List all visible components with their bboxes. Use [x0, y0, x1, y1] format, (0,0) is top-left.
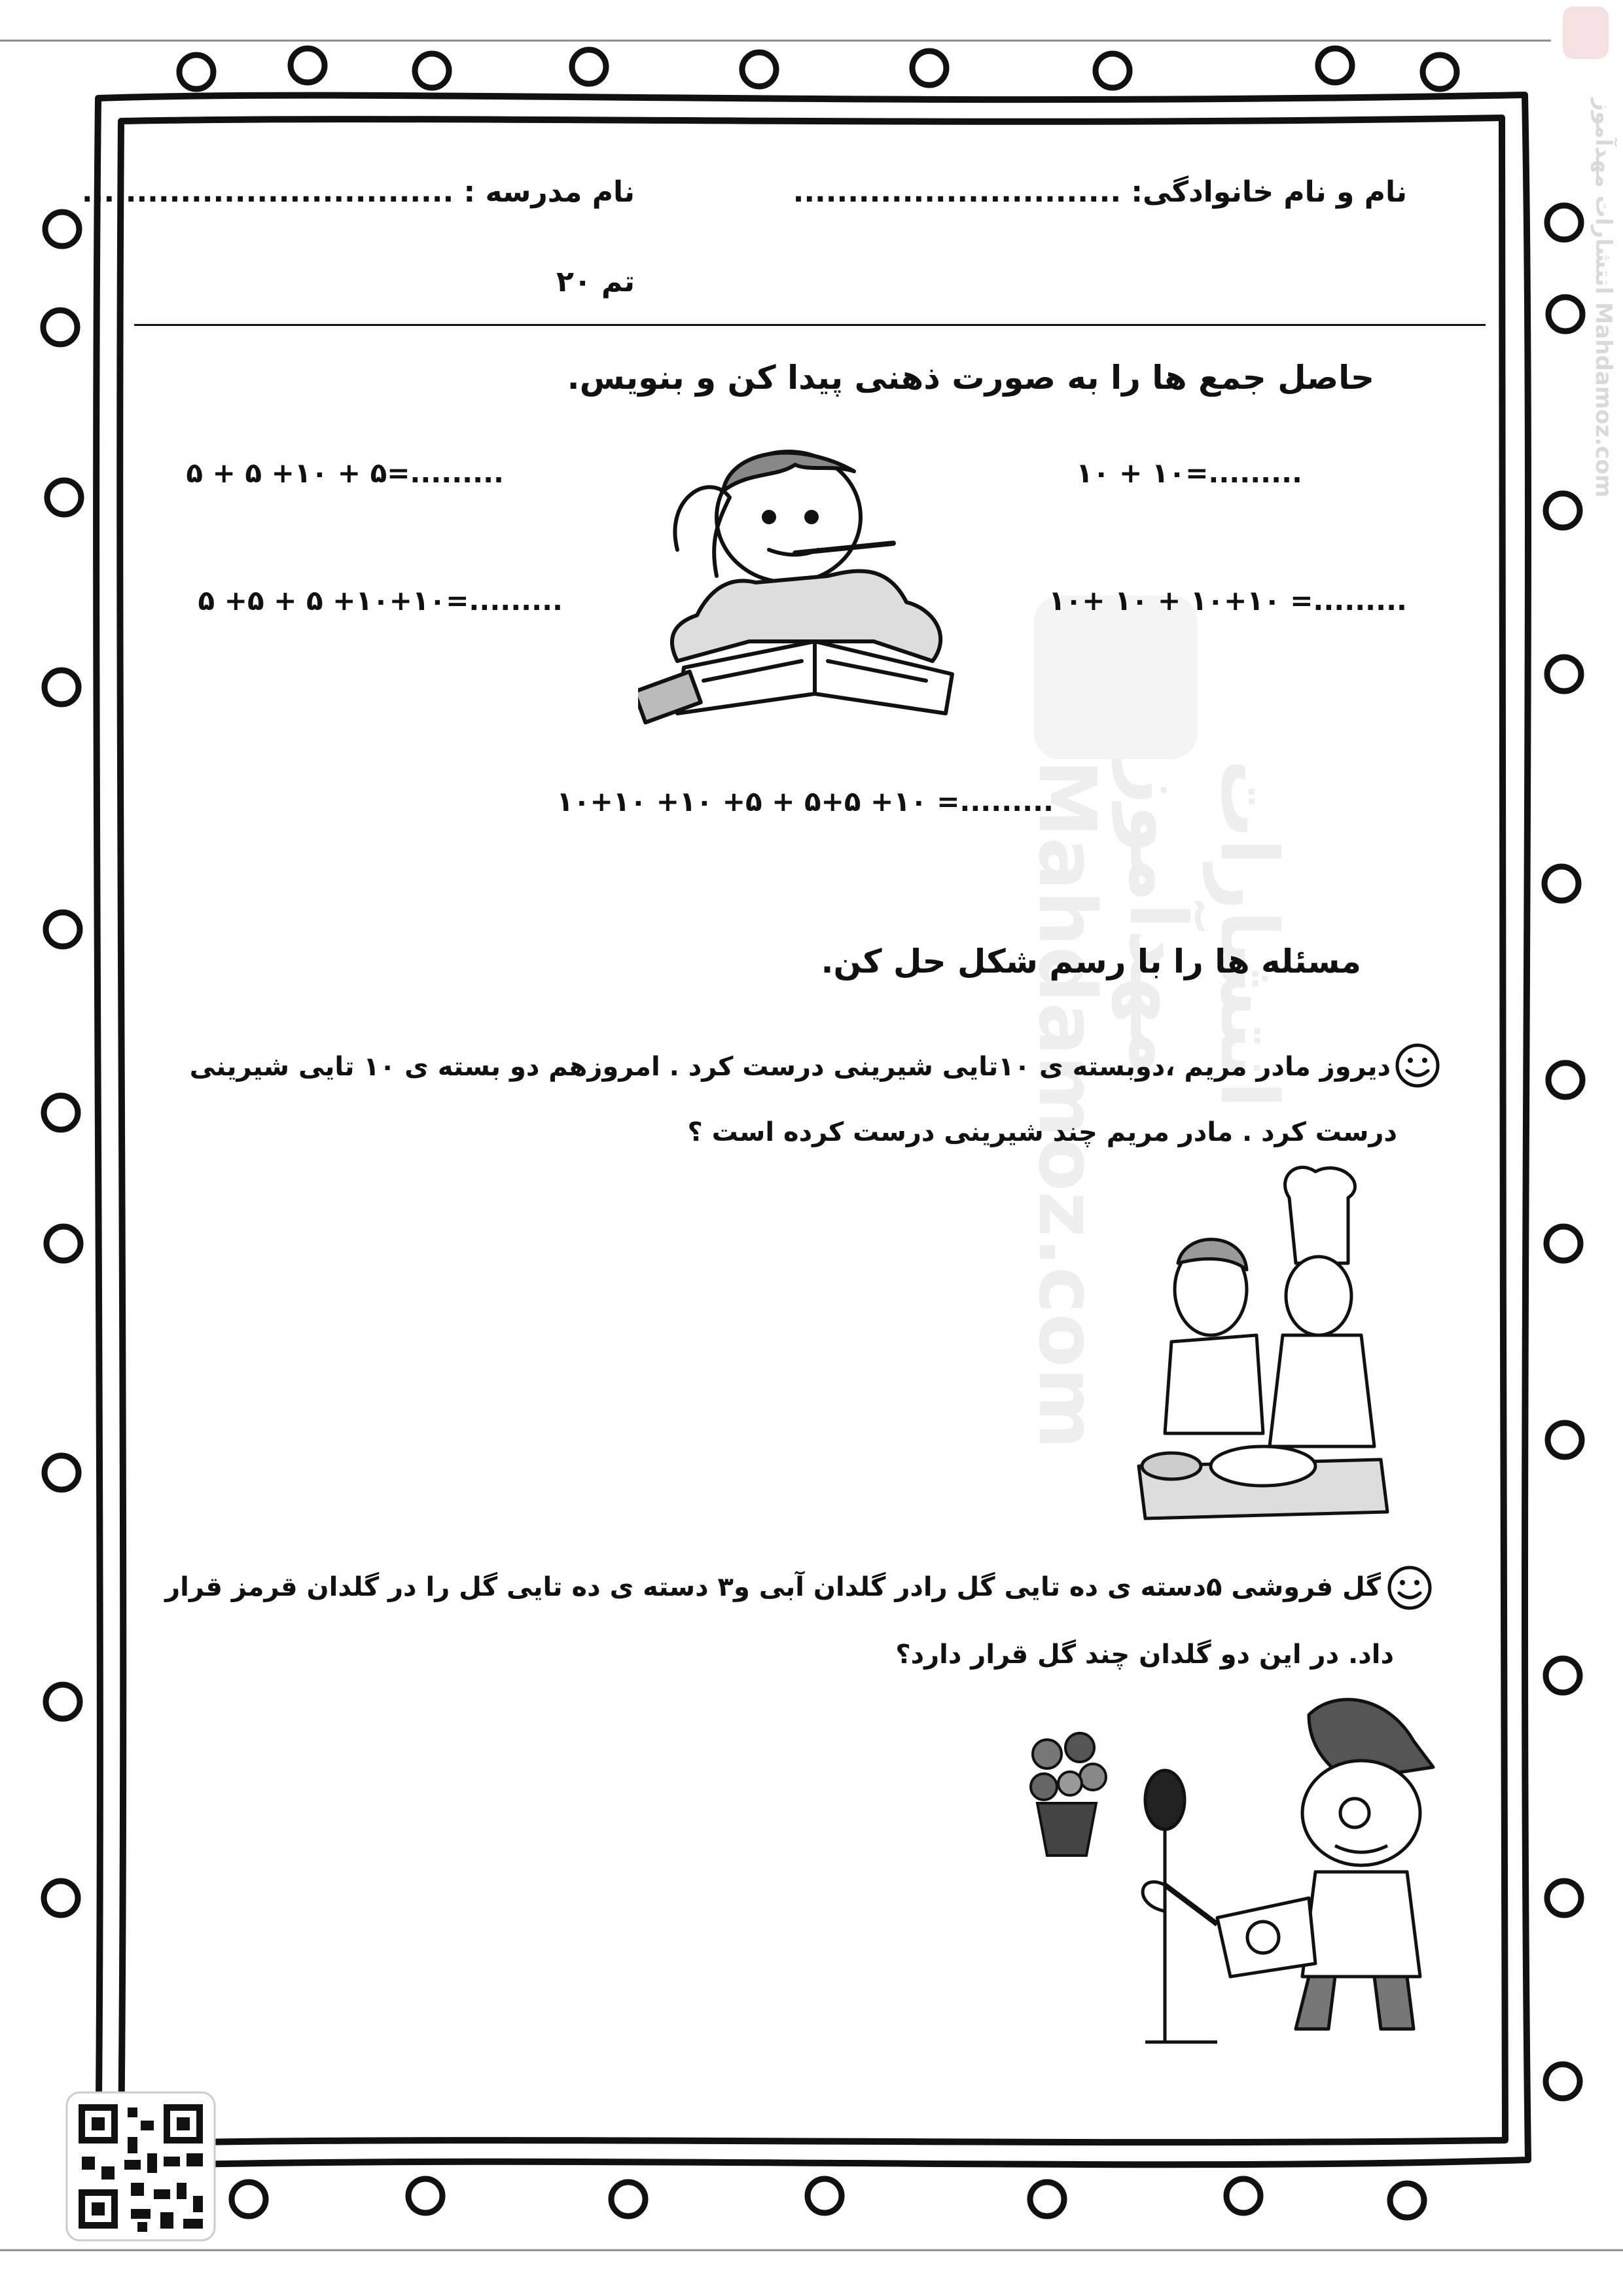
- problem2-line2: داد. در این دو گلدان چند گل قرار دارد؟: [895, 1640, 1394, 1670]
- equation-4: ۵ +۵ + ۵ +۱۰+۱۰=.........: [198, 584, 563, 617]
- equation-2: ۵ + ۵ +۱۰ + ۵=.........: [186, 457, 504, 489]
- equation-1: ۱۰ + ۱۰=.........: [1076, 457, 1302, 489]
- student-name-label: نام و نام خانوادگی:: [1131, 175, 1407, 209]
- qr-code-icon: [65, 2091, 216, 2242]
- problem1-line2: درست کرد . مادر مریم چند شیرینی درست کرده است ؟: [687, 1117, 1397, 1147]
- watermark-logo-icon: [1034, 596, 1198, 759]
- corner-logo-icon: [1563, 7, 1609, 59]
- student-name-dots: ..............................: [793, 175, 1122, 209]
- equation-5: ۱۰+۱۰ +۱۰ +۵ + ۵+۵ +۱۰ =.........: [556, 785, 1054, 817]
- smiley-icon: [1394, 1042, 1441, 1089]
- student-name-field: [793, 175, 1407, 209]
- flower-pot-illustration: [1018, 1725, 1116, 1862]
- chefs-illustration: [1132, 1158, 1394, 1538]
- school-name-dots: ..................................: [81, 175, 454, 209]
- problem2-line1: گل فروشی ۵دسته ی ده تایی گل رادر گلدان آبی و۳ دسته ی ده تایی گل را در گلدان قرمز قرار: [165, 1572, 1381, 1602]
- gardener-illustration: [1139, 1689, 1466, 2055]
- equation-3: ۱۰+ ۱۰ + ۱۰+۱۰ =.........: [1048, 584, 1407, 617]
- header-divider: [134, 324, 1486, 326]
- side-watermark: انتشارات مهدآموز Mahdamoz.com: [1590, 98, 1616, 498]
- problem1-line1: دیروز مادر مریم ،دوبسته ی ۱۰تایی شیرینی درست کرد . امروزهم دو بسته ی ۱۰ تایی شیرینی: [189, 1052, 1391, 1082]
- school-name-field: [82, 175, 635, 209]
- school-name-label: نام مدرسه :: [463, 175, 635, 209]
- boy-studying-illustration: [638, 445, 991, 733]
- section2-title: مسئله ها را با رسم شکل حل کن.: [821, 942, 1361, 980]
- center-watermark: انتشارات مهدآموز Mahdamoz.com: [1021, 759, 1294, 1450]
- section1-title: حاصل جمع ها را به صورت ذهنی پیدا کن و بنویس.: [567, 359, 1374, 397]
- smiley-icon: [1386, 1564, 1433, 1611]
- theme-label: تم ۲۰: [556, 265, 635, 298]
